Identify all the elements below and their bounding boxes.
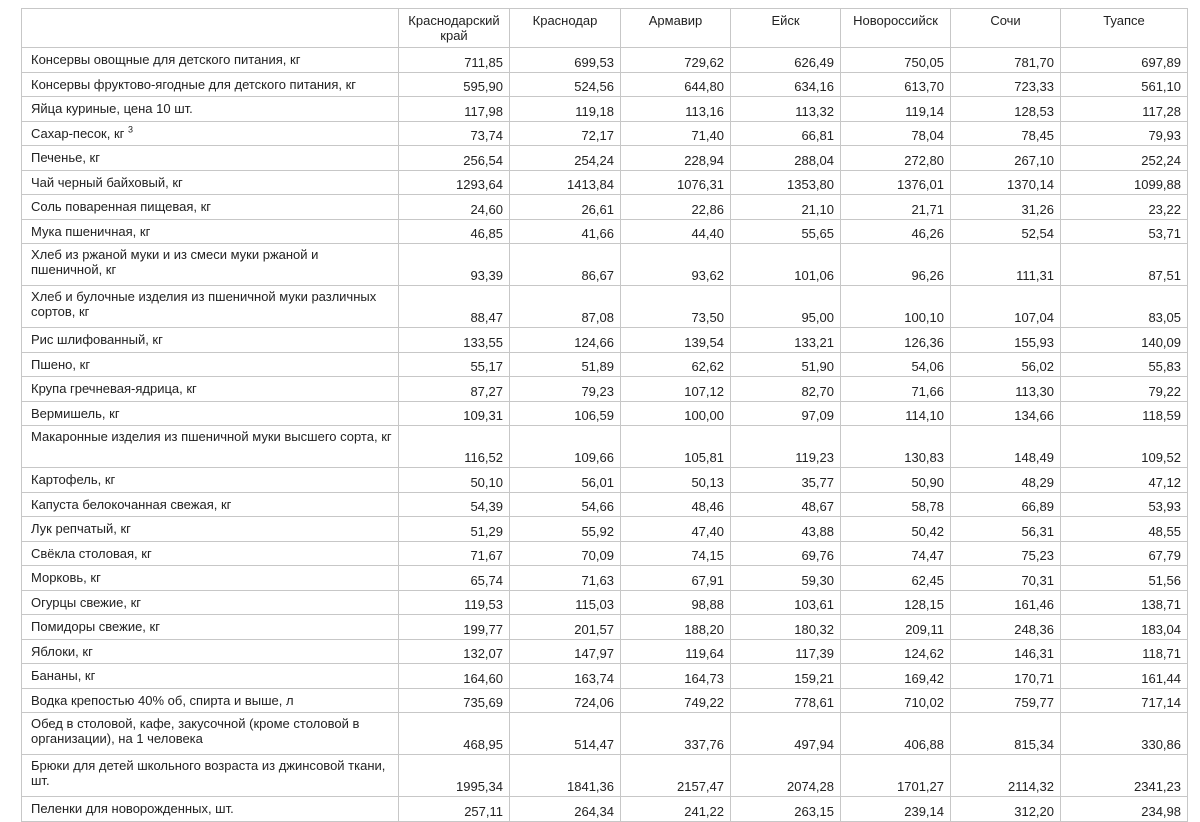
price-cell: 79,93 [1061, 121, 1188, 146]
table-row [22, 517, 1188, 542]
price-cell: 2114,32 [951, 755, 1061, 797]
price-cell: 241,22 [621, 797, 731, 822]
price-cell: 72,17 [510, 121, 621, 146]
price-cell: 337,76 [621, 713, 731, 755]
price-cell: 48,55 [1061, 517, 1188, 542]
row-label-text: Огурцы свежие, кг [31, 594, 142, 610]
table-row [22, 615, 1188, 640]
price-cell: 724,06 [510, 688, 621, 713]
table-row [22, 688, 1188, 713]
row-label-text: Картофель, кг [31, 472, 116, 488]
price-cell: 58,78 [841, 492, 951, 517]
price-cell: 729,62 [621, 48, 731, 73]
price-cell: 159,21 [731, 664, 841, 689]
price-cell: 130,83 [841, 426, 951, 468]
row-label [22, 195, 399, 220]
price-cell: 48,29 [951, 468, 1061, 493]
price-cell: 51,29 [399, 517, 510, 542]
price-cell: 88,47 [399, 286, 510, 328]
price-cell: 100,10 [841, 286, 951, 328]
price-cell: 1370,14 [951, 170, 1061, 195]
price-cell: 67,79 [1061, 541, 1188, 566]
price-cell: 50,13 [621, 468, 731, 493]
price-cell: 71,63 [510, 566, 621, 591]
row-label [22, 170, 399, 195]
price-cell: 66,89 [951, 492, 1061, 517]
price-cell: 330,86 [1061, 713, 1188, 755]
row-label [22, 286, 399, 328]
price-cell: 62,45 [841, 566, 951, 591]
row-label [22, 797, 399, 822]
price-cell: 97,09 [731, 401, 841, 426]
header-cell: Сочи [951, 9, 1061, 48]
header-cell [22, 9, 399, 48]
price-cell: 82,70 [731, 377, 841, 402]
price-cell: 201,57 [510, 615, 621, 640]
price-cell: 78,45 [951, 121, 1061, 146]
price-cell: 595,90 [399, 72, 510, 97]
price-cell: 139,54 [621, 328, 731, 353]
price-cell: 119,64 [621, 639, 731, 664]
price-cell: 1995,34 [399, 755, 510, 797]
price-cell: 87,27 [399, 377, 510, 402]
price-cell: 2341,23 [1061, 755, 1188, 797]
row-label-text: Пеленки для новорожденных, шт. [31, 801, 234, 817]
price-cell: 46,26 [841, 219, 951, 244]
price-table-container [21, 8, 1187, 822]
row-label-text: Помидоры свежие, кг [31, 619, 160, 635]
price-cell: 1076,31 [621, 170, 731, 195]
price-cell: 54,39 [399, 492, 510, 517]
price-cell: 43,88 [731, 517, 841, 542]
price-cell: 497,94 [731, 713, 841, 755]
table-row [22, 639, 1188, 664]
price-cell: 1293,64 [399, 170, 510, 195]
price-cell: 53,71 [1061, 219, 1188, 244]
row-label [22, 639, 399, 664]
row-label [22, 517, 399, 542]
price-cell: 634,16 [731, 72, 841, 97]
price-cell: 79,23 [510, 377, 621, 402]
price-cell: 132,07 [399, 639, 510, 664]
price-cell: 55,92 [510, 517, 621, 542]
row-label-text: Консервы овощные для детского питания, кг [31, 52, 301, 68]
price-cell: 71,40 [621, 121, 731, 146]
price-cell: 78,04 [841, 121, 951, 146]
row-label [22, 541, 399, 566]
price-cell: 2074,28 [731, 755, 841, 797]
row-label-text: Яйца куриные, цена 10 шт. [31, 101, 193, 117]
row-label-text: Рис шлифованный, кг [31, 332, 163, 348]
row-label [22, 244, 399, 286]
price-cell: 126,36 [841, 328, 951, 353]
price-cell: 31,26 [951, 195, 1061, 220]
table-row [22, 377, 1188, 402]
table-row [22, 352, 1188, 377]
row-label-text: Хлеб и булочные изделия из пшеничной муки различных сортов, кг [31, 289, 377, 319]
price-cell: 146,31 [951, 639, 1061, 664]
price-cell: 256,54 [399, 146, 510, 171]
price-cell: 163,74 [510, 664, 621, 689]
row-label [22, 48, 399, 73]
price-cell: 169,42 [841, 664, 951, 689]
row-label-text: Морковь, кг [31, 570, 101, 586]
price-cell: 87,08 [510, 286, 621, 328]
price-cell: 73,74 [399, 121, 510, 146]
table-row [22, 713, 1188, 755]
price-cell: 109,52 [1061, 426, 1188, 468]
table-header-row [22, 9, 1188, 48]
price-cell: 117,39 [731, 639, 841, 664]
price-cell: 138,71 [1061, 590, 1188, 615]
price-cell: 93,62 [621, 244, 731, 286]
price-cell: 717,14 [1061, 688, 1188, 713]
price-cell: 1376,01 [841, 170, 951, 195]
price-cell: 50,10 [399, 468, 510, 493]
table-row [22, 72, 1188, 97]
price-cell: 148,49 [951, 426, 1061, 468]
price-cell: 116,52 [399, 426, 510, 468]
price-cell: 128,53 [951, 97, 1061, 122]
table-row [22, 286, 1188, 328]
price-cell: 48,67 [731, 492, 841, 517]
price-cell: 54,06 [841, 352, 951, 377]
price-cell: 75,23 [951, 541, 1061, 566]
price-cell: 98,88 [621, 590, 731, 615]
table-row [22, 328, 1188, 353]
table-row [22, 426, 1188, 468]
price-cell: 119,14 [841, 97, 951, 122]
price-cell: 134,66 [951, 401, 1061, 426]
header-cell: Ейск [731, 9, 841, 48]
price-cell: 93,39 [399, 244, 510, 286]
price-cell: 105,81 [621, 426, 731, 468]
table-row [22, 797, 1188, 822]
row-label-text: Капуста белокочанная свежая, кг [31, 496, 232, 512]
price-cell: 52,54 [951, 219, 1061, 244]
price-cell: 118,59 [1061, 401, 1188, 426]
price-cell: 51,90 [731, 352, 841, 377]
price-cell: 699,53 [510, 48, 621, 73]
price-cell: 312,20 [951, 797, 1061, 822]
price-cell: 815,34 [951, 713, 1061, 755]
price-cell: 67,91 [621, 566, 731, 591]
price-cell: 59,30 [731, 566, 841, 591]
price-cell: 406,88 [841, 713, 951, 755]
table-row [22, 401, 1188, 426]
price-cell: 95,00 [731, 286, 841, 328]
row-label [22, 590, 399, 615]
price-cell: 613,70 [841, 72, 951, 97]
price-cell: 79,22 [1061, 377, 1188, 402]
price-cell: 228,94 [621, 146, 731, 171]
price-cell: 35,77 [731, 468, 841, 493]
price-cell: 133,55 [399, 328, 510, 353]
price-cell: 55,83 [1061, 352, 1188, 377]
price-cell: 51,89 [510, 352, 621, 377]
row-label-text: Свёкла столовая, кг [31, 545, 152, 561]
row-label [22, 688, 399, 713]
row-label-text: Консервы фруктово-ягодные для детского питания, кг [31, 76, 357, 92]
price-cell: 55,17 [399, 352, 510, 377]
price-cell: 65,74 [399, 566, 510, 591]
table-row [22, 97, 1188, 122]
row-label [22, 492, 399, 517]
price-cell: 50,90 [841, 468, 951, 493]
price-cell: 234,98 [1061, 797, 1188, 822]
price-cell: 46,85 [399, 219, 510, 244]
row-label-text: Брюки для детей школьного возраста из джинсовой ткани, шт. [31, 758, 386, 788]
price-cell: 2157,47 [621, 755, 731, 797]
price-cell: 723,33 [951, 72, 1061, 97]
price-cell: 267,10 [951, 146, 1061, 171]
row-label [22, 97, 399, 122]
price-cell: 1701,27 [841, 755, 951, 797]
row-label-text: Мука пшеничная, кг [31, 223, 151, 239]
price-cell: 781,70 [951, 48, 1061, 73]
table-row [22, 664, 1188, 689]
row-label [22, 755, 399, 797]
price-cell: 109,66 [510, 426, 621, 468]
table-row [22, 244, 1188, 286]
price-cell: 119,18 [510, 97, 621, 122]
price-cell: 53,93 [1061, 492, 1188, 517]
price-cell: 106,59 [510, 401, 621, 426]
price-cell: 759,77 [951, 688, 1061, 713]
price-cell: 114,10 [841, 401, 951, 426]
price-cell: 69,76 [731, 541, 841, 566]
price-cell: 113,16 [621, 97, 731, 122]
table-row [22, 48, 1188, 73]
price-cell: 561,10 [1061, 72, 1188, 97]
price-cell: 735,69 [399, 688, 510, 713]
table-row [22, 541, 1188, 566]
price-cell: 272,80 [841, 146, 951, 171]
price-cell: 66,81 [731, 121, 841, 146]
price-cell: 56,01 [510, 468, 621, 493]
table-row [22, 121, 1188, 146]
price-cell: 113,30 [951, 377, 1061, 402]
row-label [22, 615, 399, 640]
price-cell: 164,60 [399, 664, 510, 689]
table-row [22, 170, 1188, 195]
price-cell: 155,93 [951, 328, 1061, 353]
price-cell: 118,71 [1061, 639, 1188, 664]
price-cell: 1413,84 [510, 170, 621, 195]
price-cell: 107,04 [951, 286, 1061, 328]
price-cell: 710,02 [841, 688, 951, 713]
price-cell: 56,31 [951, 517, 1061, 542]
row-label-text: Хлеб из ржаной муки и из смеси муки ржаной и пшеничной, кг [31, 247, 319, 277]
price-cell: 54,66 [510, 492, 621, 517]
price-cell: 51,56 [1061, 566, 1188, 591]
price-cell: 140,09 [1061, 328, 1188, 353]
price-cell: 778,61 [731, 688, 841, 713]
price-cell: 264,34 [510, 797, 621, 822]
row-label-text: Бананы, кг [31, 668, 96, 684]
row-label [22, 401, 399, 426]
row-label-text: Крупа гречневая-ядрица, кг [31, 381, 197, 397]
price-cell: 48,46 [621, 492, 731, 517]
row-label [22, 426, 399, 468]
price-cell: 70,31 [951, 566, 1061, 591]
price-cell: 180,32 [731, 615, 841, 640]
price-cell: 1353,80 [731, 170, 841, 195]
price-cell: 74,15 [621, 541, 731, 566]
price-cell: 147,97 [510, 639, 621, 664]
price-cell: 199,77 [399, 615, 510, 640]
price-cell: 56,02 [951, 352, 1061, 377]
row-label [22, 328, 399, 353]
price-cell: 26,61 [510, 195, 621, 220]
price-cell: 1099,88 [1061, 170, 1188, 195]
price-cell: 119,53 [399, 590, 510, 615]
price-cell: 252,24 [1061, 146, 1188, 171]
price-cell: 288,04 [731, 146, 841, 171]
table-row [22, 219, 1188, 244]
row-label [22, 352, 399, 377]
price-cell: 70,09 [510, 541, 621, 566]
price-cell: 101,06 [731, 244, 841, 286]
price-cell: 21,10 [731, 195, 841, 220]
row-label-text: Чай черный байховый, кг [31, 174, 183, 190]
price-cell: 96,26 [841, 244, 951, 286]
price-cell: 47,12 [1061, 468, 1188, 493]
price-cell: 749,22 [621, 688, 731, 713]
price-cell: 83,05 [1061, 286, 1188, 328]
header-cell: Краснодарский край [399, 9, 510, 48]
row-label [22, 713, 399, 755]
price-cell: 183,04 [1061, 615, 1188, 640]
price-cell: 71,66 [841, 377, 951, 402]
price-cell: 1841,36 [510, 755, 621, 797]
price-cell: 44,40 [621, 219, 731, 244]
table-row [22, 590, 1188, 615]
row-label [22, 377, 399, 402]
price-cell: 109,31 [399, 401, 510, 426]
price-cell: 161,44 [1061, 664, 1188, 689]
row-label [22, 146, 399, 171]
price-cell: 41,66 [510, 219, 621, 244]
row-label-text: Макаронные изделия из пшеничной муки высшего сорта, кг [31, 429, 392, 444]
row-label-text: Сахар-песок, кг [31, 125, 125, 141]
price-cell: 117,98 [399, 97, 510, 122]
row-label [22, 664, 399, 689]
price-cell: 47,40 [621, 517, 731, 542]
footnote-marker: 3 [128, 124, 134, 135]
price-cell: 22,86 [621, 195, 731, 220]
price-cell: 468,95 [399, 713, 510, 755]
price-cell: 254,24 [510, 146, 621, 171]
price-cell: 248,36 [951, 615, 1061, 640]
header-cell: Армавир [621, 9, 731, 48]
price-cell: 128,15 [841, 590, 951, 615]
price-table [21, 8, 1188, 822]
price-cell: 644,80 [621, 72, 731, 97]
price-cell: 113,32 [731, 97, 841, 122]
price-cell: 170,71 [951, 664, 1061, 689]
price-cell: 71,67 [399, 541, 510, 566]
price-cell: 514,47 [510, 713, 621, 755]
price-cell: 188,20 [621, 615, 731, 640]
table-row [22, 755, 1188, 797]
header-cell: Краснодар [510, 9, 621, 48]
table-row [22, 146, 1188, 171]
price-cell: 626,49 [731, 48, 841, 73]
price-cell: 21,71 [841, 195, 951, 220]
price-cell: 124,62 [841, 639, 951, 664]
row-label-text: Яблоки, кг [31, 643, 93, 659]
price-cell: 119,23 [731, 426, 841, 468]
price-cell: 87,51 [1061, 244, 1188, 286]
price-cell: 164,73 [621, 664, 731, 689]
price-cell: 50,42 [841, 517, 951, 542]
row-label [22, 468, 399, 493]
row-label-text: Обед в столовой, кафе, закусочной (кроме столовой в организации), на 1 человека [31, 716, 360, 746]
row-label [22, 566, 399, 591]
price-cell: 750,05 [841, 48, 951, 73]
row-label [22, 121, 399, 146]
price-cell: 161,46 [951, 590, 1061, 615]
row-label-text: Лук репчатый, кг [31, 521, 131, 537]
table-row [22, 195, 1188, 220]
price-cell: 133,21 [731, 328, 841, 353]
table-row [22, 468, 1188, 493]
row-label [22, 219, 399, 244]
price-cell: 55,65 [731, 219, 841, 244]
row-label [22, 72, 399, 97]
price-cell: 107,12 [621, 377, 731, 402]
header-cell: Туапсе [1061, 9, 1188, 48]
price-cell: 117,28 [1061, 97, 1188, 122]
price-cell: 23,22 [1061, 195, 1188, 220]
header-cell: Новороссийск [841, 9, 951, 48]
price-cell: 257,11 [399, 797, 510, 822]
row-label-text: Пшено, кг [31, 356, 91, 372]
price-cell: 103,61 [731, 590, 841, 615]
table-row [22, 566, 1188, 591]
row-label-text: Соль поваренная пищевая, кг [31, 199, 212, 215]
price-cell: 697,89 [1061, 48, 1188, 73]
price-cell: 73,50 [621, 286, 731, 328]
price-cell: 524,56 [510, 72, 621, 97]
price-cell: 74,47 [841, 541, 951, 566]
row-label-text: Водка крепостью 40% об, спирта и выше, л [31, 692, 294, 708]
price-cell: 209,11 [841, 615, 951, 640]
price-cell: 62,62 [621, 352, 731, 377]
price-cell: 711,85 [399, 48, 510, 73]
price-cell: 86,67 [510, 244, 621, 286]
price-cell: 111,31 [951, 244, 1061, 286]
price-cell: 24,60 [399, 195, 510, 220]
price-cell: 124,66 [510, 328, 621, 353]
price-cell: 239,14 [841, 797, 951, 822]
price-cell: 115,03 [510, 590, 621, 615]
table-row [22, 492, 1188, 517]
row-label-text: Печенье, кг [31, 150, 100, 166]
price-cell: 100,00 [621, 401, 731, 426]
row-label-text: Вермишель, кг [31, 405, 120, 421]
price-cell: 263,15 [731, 797, 841, 822]
